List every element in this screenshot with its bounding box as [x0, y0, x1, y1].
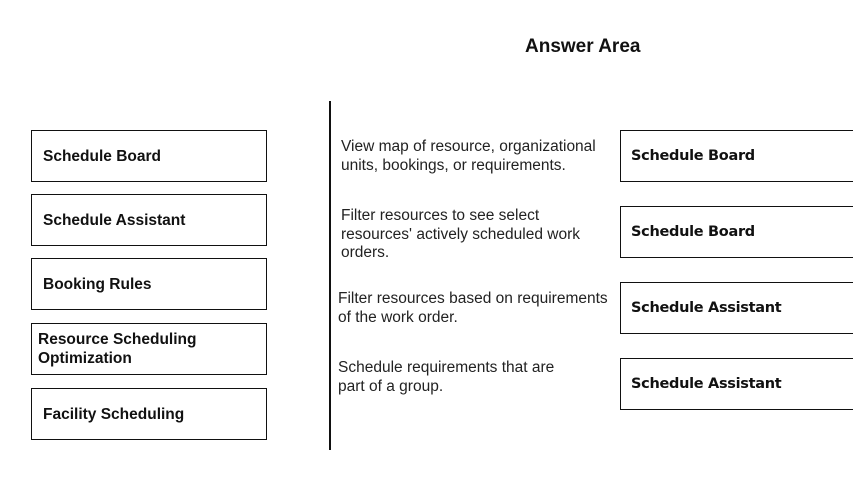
statement-4: Schedule requirements that are part of a group. — [338, 359, 555, 395]
option-label: Booking Rules — [43, 275, 152, 293]
answer-label: Schedule Board — [631, 224, 755, 240]
statement-3: Filter resources based on requirements of the work order. — [338, 290, 608, 326]
option-facility-scheduling[interactable] — [31, 388, 267, 440]
option-label: Schedule Board — [43, 147, 161, 165]
answer-slot-1[interactable] — [620, 130, 853, 182]
answer-slot-4[interactable] — [620, 358, 853, 410]
option-schedule-board[interactable] — [31, 130, 267, 182]
option-label: Schedule Assistant — [43, 211, 186, 229]
answer-slot-2[interactable] — [620, 206, 853, 258]
statement-1: View map of resource, organizational units, bookings, or requirements. — [341, 138, 596, 174]
answer-label: Schedule Assistant — [631, 376, 782, 392]
option-booking-rules[interactable] — [31, 258, 267, 310]
option-schedule-assistant[interactable] — [31, 194, 267, 246]
divider — [329, 101, 331, 450]
option-label: Facility Scheduling — [43, 405, 185, 423]
answer-slot-3[interactable] — [620, 282, 853, 334]
answer-label: Schedule Assistant — [631, 300, 782, 316]
page-title: Answer Area — [525, 36, 641, 57]
statement-2: Filter resources to see select resources' actively scheduled work orders. — [341, 207, 581, 261]
answer-label: Schedule Board — [631, 148, 755, 164]
header — [0, 0, 853, 80]
option-label: Resource Scheduling Optimization — [38, 331, 197, 367]
option-resource-scheduling-optimization[interactable] — [31, 323, 267, 375]
